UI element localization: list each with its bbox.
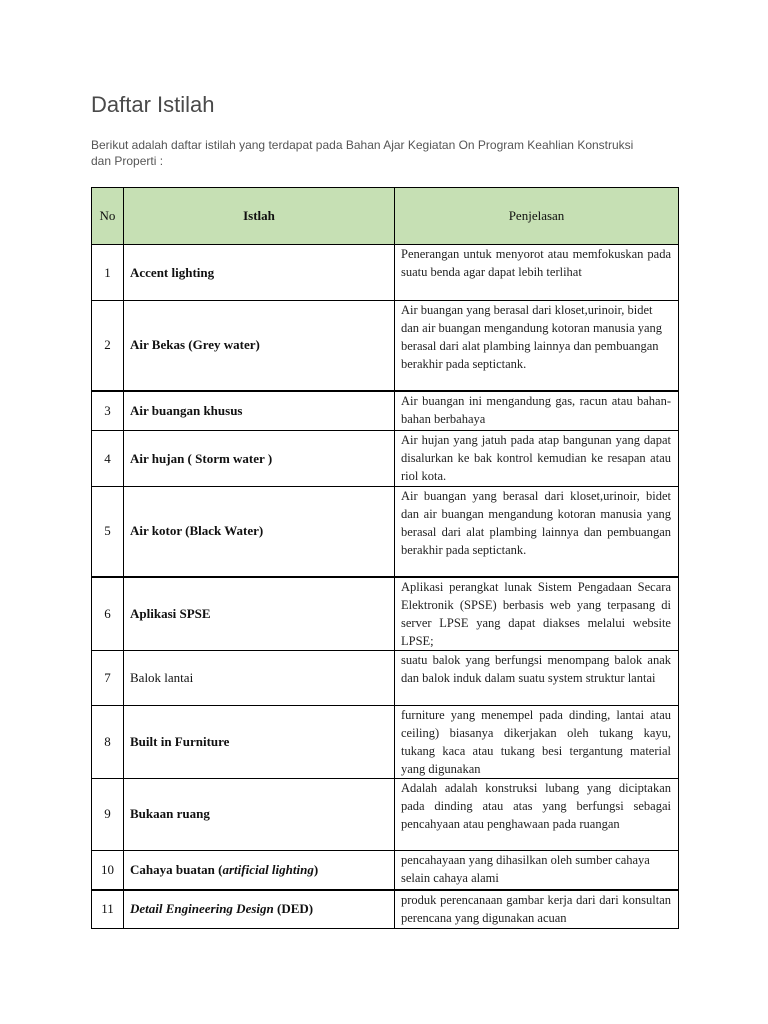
table-row (92, 850, 679, 890)
term-italic-text: artificial lighting (222, 861, 314, 877)
description-cell: Air buangan yang berasal dari kloset,urinoir, bidet dan air buangan mengandung kotoran manusia yang berasal dari alat plambing lainnya dan pembuangan berakhir pada septictank. (395, 487, 679, 577)
term-cell: Air buangan khusus (124, 391, 395, 431)
description-cell: Adalah adalah konstruksi lubang yang diciptakan pada dinding atau atas yang berfungsi sebagai pencahyaan atau penghawaan pada ruangan (395, 778, 679, 850)
description-cell: suatu balok yang berfungsi menompang balok anak dan balok induk dalam suatu system struktur lantai (395, 650, 679, 705)
row-number: 5 (92, 487, 124, 577)
term-cell: Air Bekas (Grey water) (124, 301, 395, 391)
term-cell: Accent lighting (124, 245, 395, 301)
row-number: 10 (92, 850, 124, 890)
header-desc: Penjelasan (395, 188, 679, 245)
description-cell: produk perencanaan gambar kerja dari dari konsultan perencana yang digunakan acuan (395, 890, 679, 928)
intro-text: Berikut adalah daftar istilah yang terdapat pada Bahan Ajar Kegiatan On Program Keahlian Konstruksi dan Properti : (91, 138, 634, 168)
description-cell: Aplikasi perangkat lunak Sistem Pengadaan Secara Elektronik (SPSE) berbasis web yang terpasang di server LPSE yang dapat diakses melalui website LPSE; (395, 577, 679, 651)
row-number: 7 (92, 650, 124, 705)
table-row (92, 650, 679, 705)
table-row (92, 577, 679, 651)
row-number: 11 (92, 890, 124, 928)
term-italic-text: Detail Engineering Design (130, 901, 274, 917)
glossary-table (91, 187, 679, 929)
table-row (92, 245, 679, 301)
row-number: 6 (92, 577, 124, 651)
row-number: 4 (92, 431, 124, 487)
term-text-end: ) (313, 861, 319, 877)
header-no: No (92, 188, 124, 245)
description-cell: pencahayaan yang dihasilkan oleh sumber cahaya selain cahaya alami (395, 850, 679, 890)
row-number: 9 (92, 778, 124, 850)
table-row (92, 391, 679, 431)
term-cell: Balok lantai (124, 650, 395, 705)
term-cell: Aplikasi SPSE (124, 577, 395, 651)
row-number: 1 (92, 245, 124, 301)
row-number: 3 (92, 391, 124, 431)
table-header-row (92, 188, 679, 245)
description-cell: Air hujan yang jatuh pada atap bangunan yang dapat disalurkan ke bak kontrol kemudian ke resapan atau riol kota. (395, 431, 679, 487)
page-title: Daftar Istilah (91, 92, 215, 117)
header-term: Istlah (124, 188, 395, 245)
description-cell: Air buangan yang berasal dari kloset,urinoir, bidet dan air buangan mengandung kotoran manusia yang berasal dari alat plambing lainnya dan pembuangan berakhir pada septictank. (395, 301, 679, 391)
description-cell: Air buangan ini mengandung gas, racun atau bahan-bahan berbahaya (395, 391, 679, 431)
term-cell: Built in Furniture (124, 705, 395, 778)
table-row (92, 431, 679, 487)
term-cell: Air kotor (Black Water) (124, 487, 395, 577)
table-row (92, 778, 679, 850)
table-row (92, 705, 679, 778)
term-cell (124, 850, 395, 890)
row-number: 8 (92, 705, 124, 778)
term-cell: Air hujan ( Storm water ) (124, 431, 395, 487)
table-row (92, 301, 679, 391)
table-row (92, 890, 679, 928)
description-cell: furniture yang menempel pada dinding, lantai atau ceiling) biasanya dikerjakan oleh tukang kayu, tukang kaca atau tukang besi tergantung material yang digunakan (395, 705, 679, 778)
term-cell (124, 890, 395, 928)
term-text-end: (DED) (273, 901, 314, 917)
term-text: Cahaya buatan ( (130, 861, 223, 877)
row-number: 2 (92, 301, 124, 391)
description-cell: Penerangan untuk menyorot atau memfokuskan pada suatu benda agar dapat lebih terlihat (395, 245, 679, 301)
term-cell: Bukaan ruang (124, 778, 395, 850)
table-row (92, 487, 679, 577)
